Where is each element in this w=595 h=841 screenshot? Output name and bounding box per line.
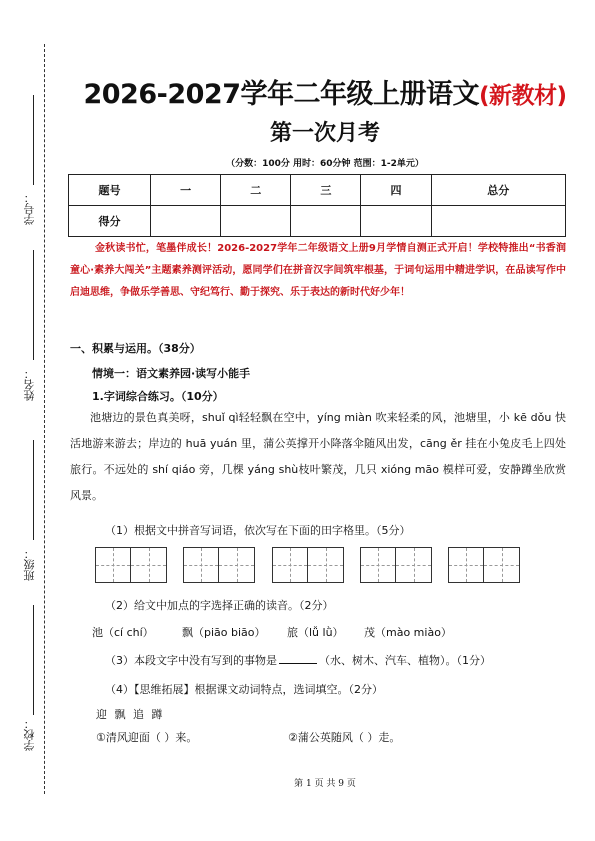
exam-meta: （分数：100分 用时：60分钟 范围：1-2单元） xyxy=(226,159,424,169)
student-id-label: 学号： xyxy=(23,192,36,225)
tianzige-cell[interactable] xyxy=(183,547,219,583)
tianzige-cell[interactable] xyxy=(308,547,344,583)
scenario-title: 情境一：语文素养园·读写小能手 xyxy=(92,367,251,380)
class-label: 班级： xyxy=(23,548,36,581)
score-table xyxy=(68,174,566,237)
fill-sentence-2[interactable]: ②蒲公英随风（ ）走。 xyxy=(288,731,401,744)
class-line xyxy=(33,440,34,540)
exam-subtitle: 第一次月考 xyxy=(269,120,380,146)
tianzige-cell[interactable] xyxy=(360,547,396,583)
score-header-cell: 二 xyxy=(221,175,291,206)
score-header-cell: 四 xyxy=(361,175,431,206)
tianzige-word-box[interactable] xyxy=(95,547,167,583)
tianzige-word-box[interactable] xyxy=(183,547,255,583)
exam-title xyxy=(75,72,575,111)
verb-choices: 迎 飘 追 蹲 xyxy=(96,708,165,721)
exam-title-main: 2026-2027学年二年级上册语文 xyxy=(83,79,479,110)
question-1-sub-3-suffix: （水、树木、汽车、植物）。（1分） xyxy=(319,654,491,667)
section-1-title: 一、积累与运用。（38分） xyxy=(70,342,201,355)
score-header-cell: 一 xyxy=(151,175,221,206)
tianzige-cell[interactable] xyxy=(484,547,520,583)
score-input-cell[interactable] xyxy=(291,206,361,237)
score-header-cell: 三 xyxy=(291,175,361,206)
tianzige-cell[interactable] xyxy=(272,547,308,583)
reading-passage: 池塘边的景色真美呀，shuǐ qì轻轻飘在空中，yíng miàn 吹来轻柔的风，池塘里，小 kē dǒu 快活地游来游去；岸边的 huā yuán 里，蒲公英撑开小降落伞随风出发，cāng ěr 挂在小兔皮毛上四处旅行。不远处的 shí qiáo 旁，几棵 yáng shù枝叶繁茂，几只 xióng māo 模样可爱，安静蹲坐欣赏风景。 xyxy=(70,411,566,502)
reading-option: 飘（piāo biāo） xyxy=(182,626,266,639)
tianzige-grid xyxy=(95,547,565,583)
exam-title-tag: (新教材) xyxy=(478,83,567,109)
question-1-sub-4: （4）【思维拓展】根据课文动词特点，选词填空。（2分） xyxy=(105,683,383,696)
answer-blank[interactable] xyxy=(279,654,317,664)
score-input-cell[interactable] xyxy=(361,206,431,237)
score-table-score-row xyxy=(69,206,566,237)
question-1-sub-3 xyxy=(105,652,491,668)
score-header-cell: 题号 xyxy=(69,175,151,206)
tianzige-word-box[interactable] xyxy=(360,547,432,583)
page-footer: 第 1 页 共 9 页 xyxy=(294,779,356,789)
score-input-cell[interactable] xyxy=(151,206,221,237)
score-table-header-row xyxy=(69,175,566,206)
student-id-line xyxy=(33,95,34,185)
reading-option: 茂（mào miào） xyxy=(364,626,452,639)
tianzige-cell[interactable] xyxy=(448,547,484,583)
fill-sentence-1[interactable]: ①清风迎面（ ）来。 xyxy=(96,731,198,744)
score-input-cell[interactable] xyxy=(431,206,565,237)
intro-notice xyxy=(70,238,566,304)
intro-text: 金秋读书忙，笔墨伴成长！2026-2027学年二年级语文上册9月学情自测正式开启！学校特推出“书香润童心·素养大闯关”主题素养测评活动，愿同学们在拼音汉字间筑牢根基，于词句运用中精进学识，在品读写作中启迪思维，争做乐学善思、守纪笃行、勤于探究、乐于表达的新时代好少年！ xyxy=(70,243,566,298)
question-1-sub-1: （1）根据文中拼音写词语，依次写在下面的田字格里。（5分） xyxy=(105,524,411,537)
question-1-sub-3-prefix: （3）本段文字中没有写到的事物是 xyxy=(105,654,277,667)
binding-dashed-line xyxy=(44,44,45,794)
score-input-cell[interactable] xyxy=(221,206,291,237)
name-label: 姓名： xyxy=(23,368,36,401)
reading-option: 旅（lǚ lǜ） xyxy=(287,626,344,639)
school-line xyxy=(33,605,34,715)
tianzige-cell[interactable] xyxy=(131,547,167,583)
binding-strip xyxy=(0,0,58,841)
tianzige-word-box[interactable] xyxy=(448,547,520,583)
tianzige-cell[interactable] xyxy=(95,547,131,583)
tianzige-cell[interactable] xyxy=(219,547,255,583)
tianzige-cell[interactable] xyxy=(396,547,432,583)
school-label: 学校： xyxy=(23,718,36,751)
score-header-cell: 总分 xyxy=(431,175,565,206)
reading-option: 池（cí chí） xyxy=(92,626,154,639)
question-1-title: 1.字词综合练习。（10分） xyxy=(92,390,224,403)
tianzige-word-box[interactable] xyxy=(272,547,344,583)
question-1-sub-2: （2）给文中加点的字选择正确的读音。（2分） xyxy=(105,599,334,612)
score-row-label: 得分 xyxy=(69,206,151,237)
name-line xyxy=(33,250,34,360)
